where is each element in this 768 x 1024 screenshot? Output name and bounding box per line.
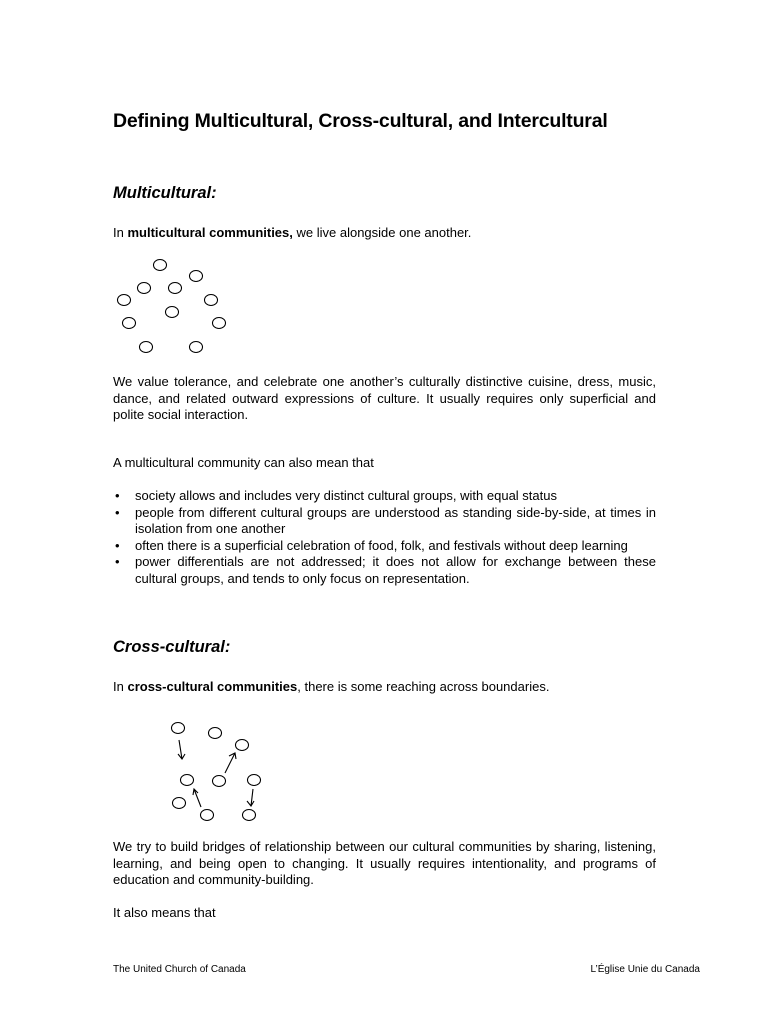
bullet-symbol: • (115, 488, 120, 503)
diagram-circle (190, 342, 203, 353)
multicultural-intro (113, 225, 656, 242)
bullet-text: often there is a superficial celebration of food, folk, and festivals without deep learning (135, 537, 628, 553)
diagram-circle (248, 775, 261, 786)
cross-cultural-also-means: It also means that (113, 905, 216, 920)
multicultural-heading: Multicultural: (113, 184, 217, 202)
diagram-circle (173, 798, 186, 809)
multicultural-bullet-list (113, 488, 656, 587)
cross-cultural-intro-prefix: In (113, 679, 128, 694)
diagram-circle (166, 307, 179, 318)
bullet-symbol: • (115, 537, 120, 553)
diagram-circle (213, 318, 226, 329)
diagram-arrow (225, 753, 236, 773)
multicultural-diagram (110, 255, 240, 360)
list-item (113, 554, 656, 587)
bullet-symbol: • (115, 504, 120, 520)
bullet-text: power differentials are not addressed; it does not allow for exchange between these cultural groups, and tends to only focus on representation. (135, 554, 656, 586)
diagram-circle (213, 776, 226, 787)
multicultural-paragraph: We value tolerance, and celebrate one another’s culturally distinctive cuisine, dress, music, dance, and related outward expressions of culture. It usually requires only superficial and polite social interaction. (113, 374, 656, 422)
diagram-circle (123, 318, 136, 329)
diagram-circle (181, 775, 194, 786)
diagram-arrow (193, 789, 201, 807)
list-item (113, 488, 656, 505)
multicultural-intro-bold: multicultural communities, (127, 225, 293, 240)
cross-cultural-heading: Cross-cultural: (113, 638, 231, 656)
cross-cultural-diagram (165, 715, 275, 825)
cross-cultural-intro (113, 679, 656, 696)
footer-left: The United Church of Canada (113, 964, 246, 975)
diagram-circle (190, 271, 203, 282)
document-title: Defining Multicultural, Cross-cultural, and Intercultural (113, 110, 608, 132)
list-item (113, 538, 656, 555)
bullet-text: society allows and includes very distinct cultural groups, with equal status (135, 488, 557, 503)
diagram-circle (243, 810, 256, 821)
diagram-arrow (247, 789, 254, 806)
diagram-arrow (178, 740, 185, 759)
diagram-circle (205, 295, 218, 306)
cross-cultural-paragraph: We try to build bridges of relationship between our cultural communities by sharing, listening, learning, and being open to changing. It usually requires intentionality, and programs of education and community-building. (113, 839, 656, 887)
multicultural-also-mean: A multicultural community can also mean that (113, 455, 374, 470)
diagram-circle (236, 740, 249, 751)
diagram-circle (201, 810, 214, 821)
multicultural-intro-suffix: we live alongside one another. (292, 225, 472, 240)
list-item (113, 505, 656, 538)
diagram-circle (140, 342, 153, 353)
diagram-circle (169, 283, 182, 294)
diagram-circle (154, 260, 167, 271)
diagram-circle (209, 728, 222, 739)
cross-cultural-intro-suffix: , there is some reaching across boundaries. (297, 679, 550, 694)
footer-right: L’Église Unie du Canada (590, 964, 700, 975)
diagram-circle (172, 723, 185, 734)
multicultural-intro-prefix: In (113, 225, 128, 240)
diagram-circle (118, 295, 131, 306)
diagram-circle (138, 283, 151, 294)
bullet-symbol: • (115, 554, 120, 569)
bullet-text: people from different cultural groups are understood as standing side-by-side, at times in isolation from one another (135, 504, 656, 536)
cross-cultural-intro-bold: cross-cultural communities (127, 679, 298, 694)
